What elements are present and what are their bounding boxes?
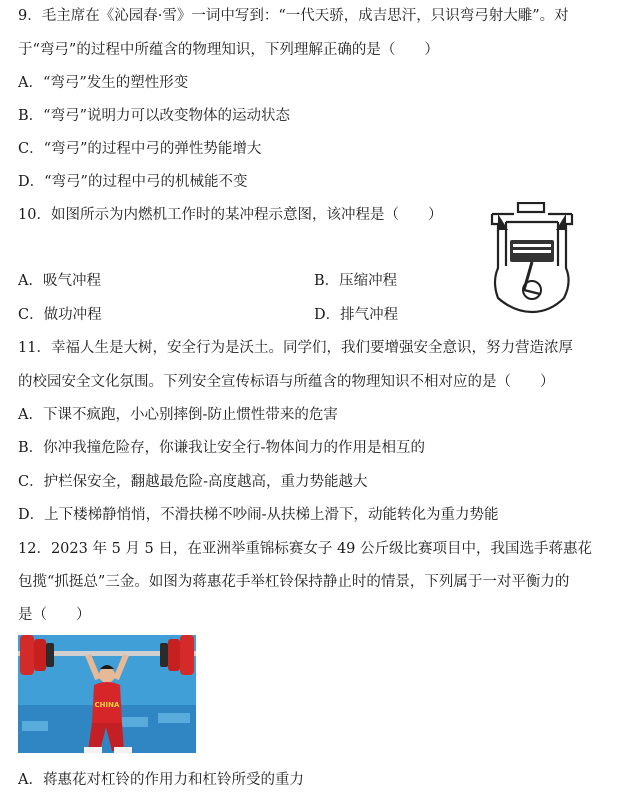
q12-stem-line2: 包揽“抓挺总”三金。如图为蒋惠花手举杠铃保持静止时的情景，下列属于一对平衡力的 [18, 574, 570, 590]
q11-option-b: B．你冲我撞危险存，你谦我让安全行-物体间力的作用是相互的 [18, 440, 426, 456]
engine-stroke-diagram [488, 202, 578, 314]
q9-option-b: B．“弯弓”说明力可以改变物体的运动状态 [18, 108, 290, 124]
q11-option-c: C．护栏保安全，翻越最危险-高度越高，重力势能越大 [18, 474, 368, 490]
q9-stem-line1: 9．毛主席在《沁园春·雪》一词中写到：“一代天骄，成吉思汗，只识弯弓射大雕”。对 [18, 8, 569, 24]
q11-option-d: D．上下楼梯静悄悄，不滑扶梯不吵闹-从扶梯上滑下，动能转化为重力势能 [18, 507, 499, 523]
q11-option-a: A．下课不疯跑，小心别摔倒-防止惯性带来的危害 [18, 407, 338, 423]
weightlifter-photo [18, 635, 196, 753]
connecting-rod [524, 262, 532, 290]
q9-stem-line2: 于“弯弓”的过程中所蕴含的物理知识，下列理解正确的是（ ） [18, 42, 439, 58]
q10-option-c: C．做功冲程 [18, 307, 102, 323]
q11-stem-line2: 的校园安全文化氛围。下列安全宣传标语与所蕴含的物理知识不相对应的是（ ） [18, 374, 555, 390]
q10-stem: 10．如图所示为内燃机工作时的某冲程示意图，该冲程是（ ） [18, 207, 443, 223]
q12-stem-line1: 12．2023 年 5 月 5 日，在亚洲举重锦标赛女子 49 公斤级比赛项目中，我国选手蒋惠花 [18, 541, 593, 557]
q10-option-d: D．排气冲程 [314, 307, 399, 323]
q11-stem-line1: 11．幸福人生是大树，安全行为是沃土。同学们，我们要增强安全意识，努力营造浓厚 [18, 340, 573, 356]
spark-plug [518, 203, 544, 212]
q12-option-a: A．蒋惠花对杠铃的作用力和杠铃所受的重力 [18, 772, 304, 788]
svg-text:CHINA: CHINA [94, 701, 120, 709]
q9-option-c: C．“弯弓”的过程中弓的弹性势能增大 [18, 141, 262, 157]
q9-option-d: D．“弯弓”的过程中弓的机械能不变 [18, 174, 248, 190]
q9-option-a: A．“弯弓”发生的塑性形变 [18, 75, 189, 91]
q10-option-b: B．压缩冲程 [314, 273, 398, 289]
q12-stem-line3: 是（ ） [18, 607, 91, 623]
q10-option-a: A．吸气冲程 [18, 273, 101, 289]
